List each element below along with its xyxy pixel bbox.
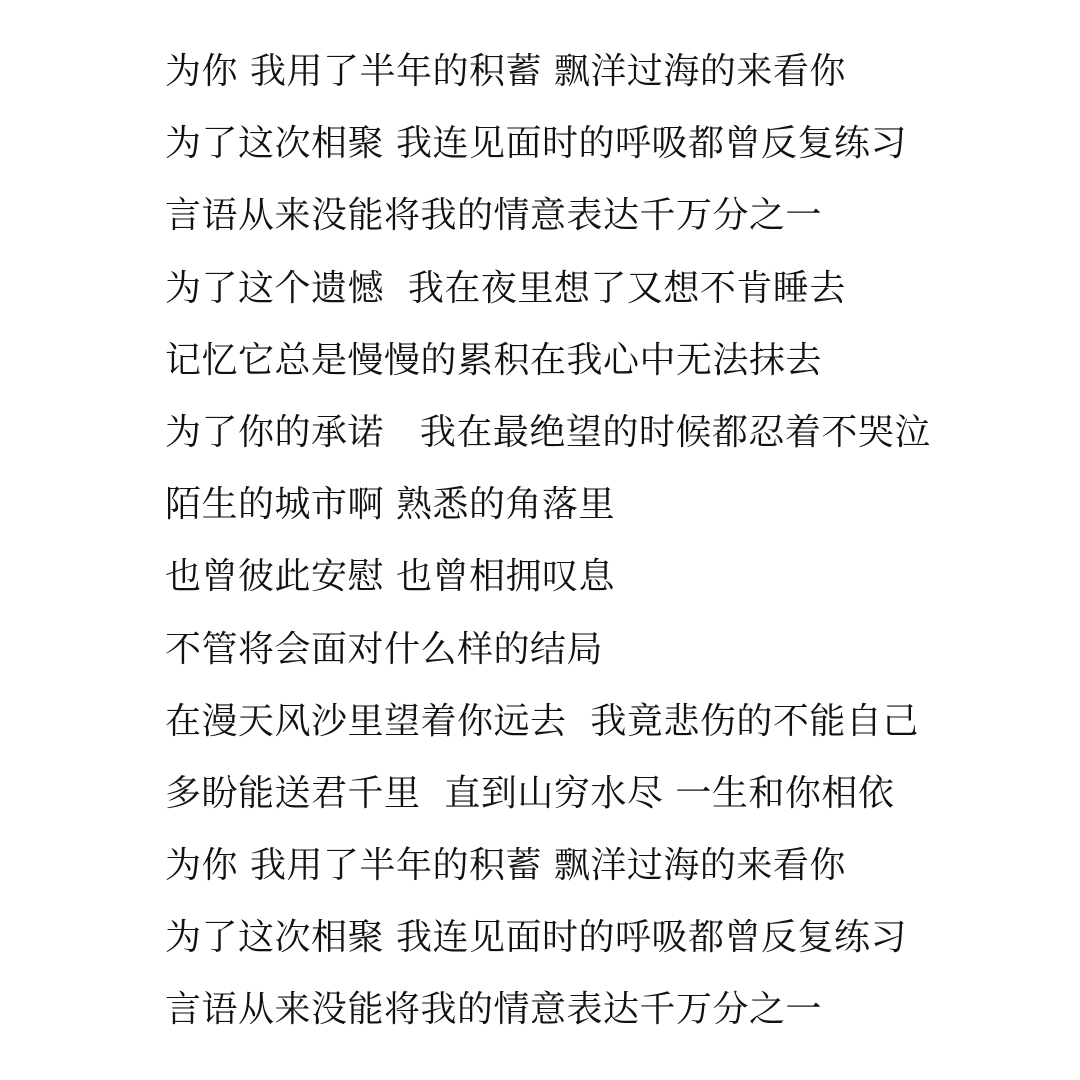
lyric-line: 陌生的城市啊 熟悉的角落里 [165, 484, 615, 526]
lyric-line: 为你 我用了半年的积蓄 飘洋过海的来看你 [165, 51, 846, 92]
lyric-line: 为了你的承诺 我在最绝望的时候都忍着不哭泣 [165, 411, 931, 453]
lyric-line: 为你 我用了半年的积蓄 飘洋过海的来看你 [165, 845, 846, 887]
lyric-line: 也曾彼此安慰 也曾相拥叹息 [165, 556, 615, 598]
lyric-line: 记忆它总是慢慢的累积在我心中无法抹去 [165, 339, 823, 381]
lyric-line: 多盼能送君千里 直到山穷水尽 一生和你相依 [165, 772, 895, 814]
lyric-line: 在漫天风沙里望着你远去 我竟悲伤的不能自己 [165, 700, 919, 742]
lyric-line: 言语从来没能将我的情意表达千万分之一 [165, 195, 823, 237]
lyric-line: 不管将会面对什么样的结局 [165, 628, 604, 670]
lyric-line: 为了这次相聚 我连见面时的呼吸都曾反复练习 [165, 123, 907, 165]
lyric-line: 为了这次相聚 我连见面时的呼吸都曾反复练习 [165, 917, 907, 959]
lyric-line: 言语从来没能将我的情意表达千万分之一 [165, 989, 823, 1031]
lyrics-list [165, 42, 931, 1053]
lyric-line: 为了这个遗憾 我在夜里想了又想不肯睡去 [165, 267, 846, 309]
